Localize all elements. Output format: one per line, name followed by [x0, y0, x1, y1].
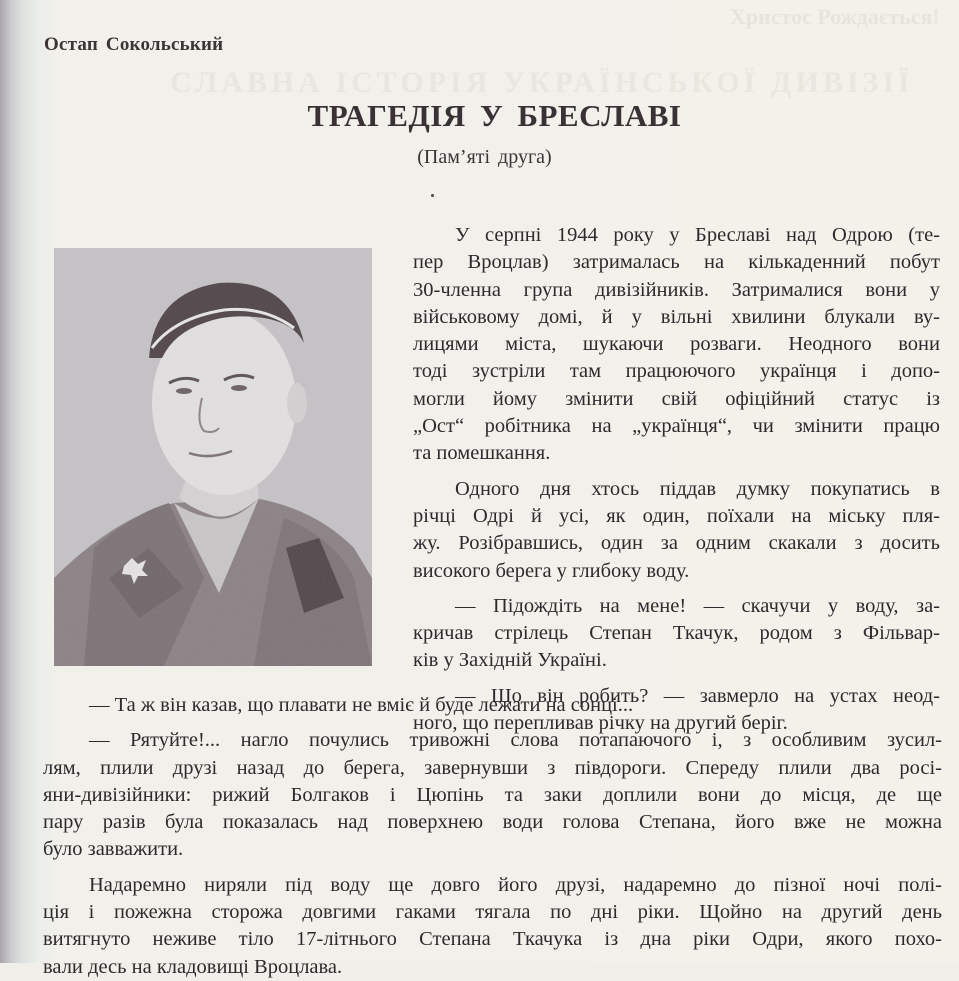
paragraph [413, 593, 940, 675]
text-line: Одного дня хтось піддав думку покупатись в [455, 477, 940, 500]
text-line: пер Вроцлав) затрималась на кількаденний побут [413, 251, 940, 274]
text-line: річці Одрі й усі, як один, поїхали на міську пля- [413, 504, 940, 527]
text-line: було завважити. [43, 838, 184, 861]
portrait-photo [54, 248, 372, 666]
portrait-illustration [54, 248, 372, 666]
text-line: вали десь на кладовищі Вроцлава. [43, 955, 343, 978]
paragraph [413, 222, 940, 468]
text-line: Надаремно ниряли під воду ще довго його друзі, надаремно до пізної ночі полі- [89, 873, 942, 896]
full-width-text [43, 692, 942, 981]
article-subtitle: (Пам’яті друга) [417, 146, 552, 168]
text-line: та помешкання. [413, 442, 551, 465]
paragraph [413, 476, 940, 585]
text-line: лям, плили друзі назад до берега, завернувши з півдороги. Спереду плили два росі- [43, 756, 942, 779]
decorative-dot [431, 194, 434, 197]
text-line: кричав стрілець Степан Ткачук, родом з Фільвар- [413, 622, 940, 645]
bleed-through-text: Христос Рождається! [730, 4, 940, 29]
text-line: жу. Розібравшись, один за одним скакали з досить [413, 532, 940, 555]
paragraph [43, 727, 942, 863]
paragraph [87, 692, 942, 719]
text-line: яни-дивізійники: рижий Болгаков і Цюпінь та заки доплили вони до місця, де ще [43, 783, 942, 806]
bleed-through-heading: СЛАВНА ІСТОРІЯ УКРАЇНСЬКОЇ ДИВІЗІЇ [170, 66, 914, 99]
text-line: високого берега у глибоку воду. [413, 559, 690, 582]
text-line: — Та ж він казав, що плавати не вміє й буде лежати на сонці... [89, 694, 634, 716]
text-line: пару разів була показалась над поверхнею води голова Степана, його вже не можна [43, 811, 942, 834]
text-line: 30-членна група дивізійників. Затрималися вони у [413, 278, 940, 301]
text-line: — Підождіть на мене! — скачучи у воду, за- [455, 594, 940, 617]
text-line: витягнуто неживе тіло 17-літнього Степана Ткачука із дна ріки Одри, якого похо- [43, 928, 942, 951]
text-line: ків у Західній Україні. [413, 649, 607, 672]
text-line: могли йому змінити свій офіційний статус із [413, 387, 940, 410]
author-name: Остап Сокольський [44, 34, 224, 55]
text-line: ного, що перепливав річку на другий беріг. [413, 712, 788, 735]
text-line: У серпні 1944 року у Бреславі над Одрою (те- [455, 224, 940, 246]
right-column-text [413, 222, 940, 737]
text-line: — Що він робить? — завмерло на устах неод- [455, 684, 940, 707]
text-line: ція і пожежна сторожа довгими гаками тягала по дні ріки. Щойно на другий день [43, 901, 942, 924]
paragraph [43, 872, 942, 981]
text-line: — Рятуйте!... нагло почулись тривожні слова потапаючого і, з особливим зусил- [89, 729, 942, 752]
text-line: „Ост“ робітника на „українця“, чи змінити працю [413, 415, 940, 438]
text-line: лицями міста, шукаючи розваги. Неодного вони [413, 333, 940, 356]
text-line: тоді зустріли там працюючого українця і допо- [413, 360, 940, 383]
text-line: військовому домі, й у вільні хвилини блукали ву- [413, 305, 940, 328]
article-title: ТРАГЕДІЯ У БРЕСЛАВІ [307, 98, 682, 133]
